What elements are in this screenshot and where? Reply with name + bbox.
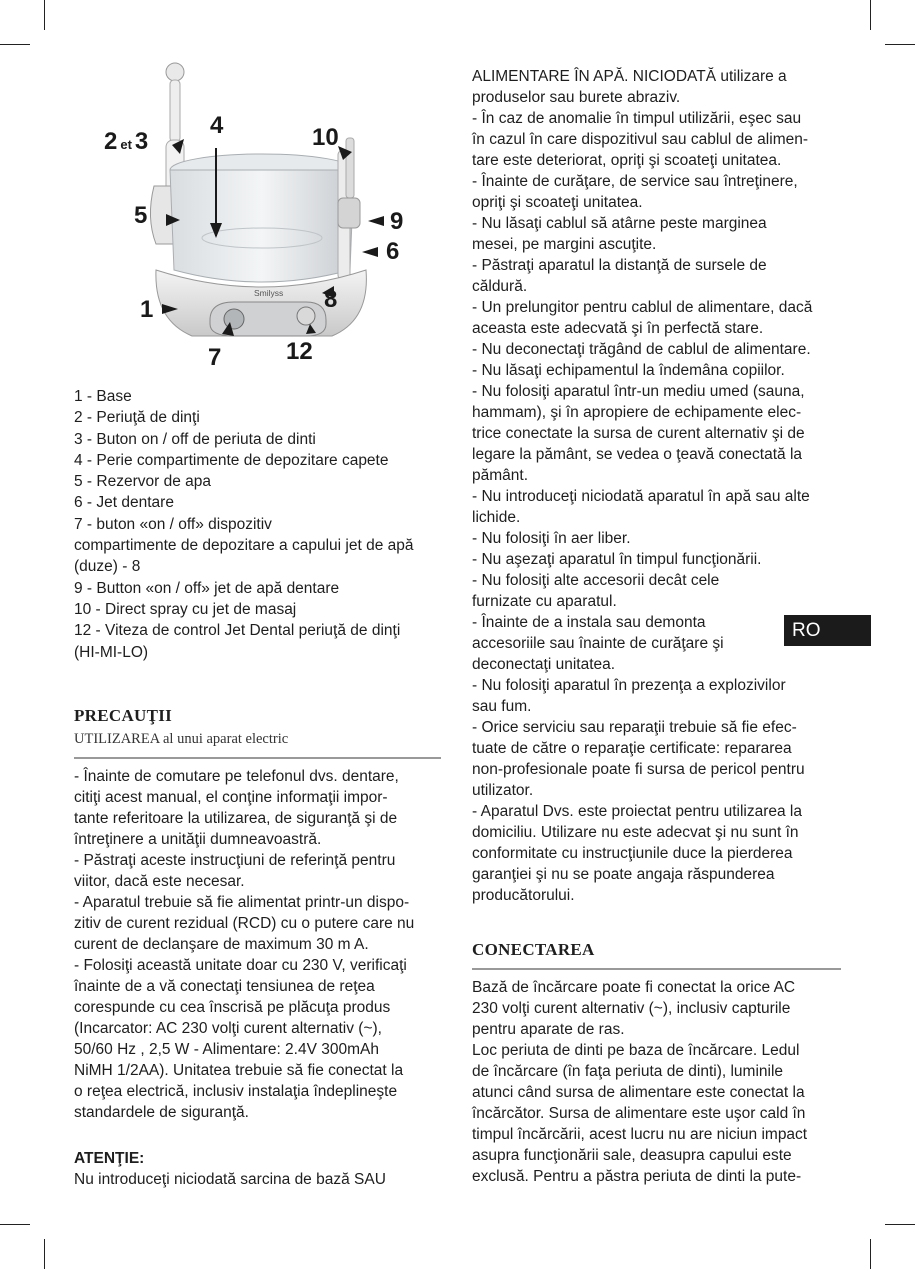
legend-item: 6 - Jet dentare: [74, 494, 174, 512]
text-line: tuate de către o reparaţie certificate: repararea: [472, 740, 792, 757]
text-line: corespunde cu cea înscrisă pe plăcuţa produs: [74, 999, 391, 1016]
legend-item: 12 - Viteza de control Jet Dental periuţă de dinţi: [74, 622, 401, 640]
callout-2: 2: [104, 128, 118, 155]
text-line: - Înainte de curăţare, de service sau întreţinere,: [472, 173, 798, 190]
crop-mark: [885, 1224, 915, 1225]
text-line: - Nu lăsaţi echipamentul la îndemâna copiilor.: [472, 362, 785, 379]
text-line: trice conectate la sursa de curent alternativ şi de: [472, 425, 805, 442]
conectarea-text: [472, 977, 807, 1187]
text-line: de încărcare (în faţa periuta de dinti), luminile: [472, 1063, 784, 1080]
text-line: - Nu folosiţi aparatul într-un mediu umed (sauna,: [472, 383, 805, 400]
text-line: aceasta este adecvată şi în perfectă stare.: [472, 320, 764, 337]
text-line: asupra funcţionării sale, deasupra capului este: [472, 1147, 792, 1164]
text-line: ALIMENTARE ÎN APĂ. NICIODATĂ utilizare a: [472, 68, 787, 85]
text-line: - Folosiţi această unitate doar cu 230 V, verificaţi: [74, 957, 407, 974]
text-line: exclusă. Pentru a păstra periuta de dinti la pute-: [472, 1168, 802, 1185]
text-line: 230 volţi curent alternativ (~), inclusiv capturile: [472, 1000, 791, 1017]
legend-item: 3 - Buton on / off de periuta de dinti: [74, 430, 316, 448]
text-line: Bază de încărcare poate fi conectat la orice AC: [472, 979, 796, 996]
text-line: - Nu lăsaţi cablul să atârne peste marginea: [472, 215, 767, 232]
text-line: zitiv de curent rezidual (RCD) cu o putere care nu: [74, 915, 415, 932]
text-line: Loc periuta de dinti pe baza de încărcare. Ledul: [472, 1042, 800, 1059]
text-line: viitor, dacă este necesar.: [74, 873, 245, 890]
brand-label: Smilyss: [254, 288, 284, 298]
text-line: în cazul în care dispozitivul sau cablul de alimen-: [472, 131, 809, 148]
text-line: opriţi şi scoateţi unitatea.: [472, 194, 643, 211]
text-line: non-profesionale poate fi sursa de pericol pentru: [472, 761, 805, 778]
text-line: curent de declanşare de maximum 30 m A.: [74, 936, 369, 953]
text-line: mesei, pe margini ascuţite.: [472, 236, 657, 253]
text-line: (Incarcator: AC 230 volţi curent alternativ (~),: [74, 1020, 382, 1037]
legend-item: 7 - buton «on / off» dispozitiv: [74, 515, 272, 533]
text-line: - Aparatul Dvs. este proiectat pentru utilizarea la: [472, 803, 802, 820]
text-line: - Păstraţi aceste instrucţiuni de referinţă pentru: [74, 852, 396, 869]
callout-3: 3: [134, 128, 149, 155]
precautii-text: [74, 766, 414, 1123]
callout-9: 9: [390, 208, 404, 235]
crop-mark: [44, 0, 45, 30]
text-line: hammam), şi în apropiere de echipamente elec-: [472, 404, 802, 421]
text-line: NiMH 1/2AA). Unitatea trebuie să fie conectat la: [74, 1062, 404, 1079]
text-line: - În caz de anomalie în timpul utilizării, eşec sau: [472, 110, 802, 127]
callout-12: 12: [286, 338, 313, 365]
text-line: sau fum.: [472, 698, 532, 715]
crop-mark: [885, 44, 915, 45]
legend-item: 9 - Button «on / off» jet de apă dentare: [74, 579, 340, 597]
text-line: standardele de siguranţă.: [74, 1104, 249, 1121]
legend-item: compartimente de depozitare a capului jet de apă: [74, 537, 414, 555]
text-line: legare la pământ, se vedea o ţeavă conectată la: [472, 446, 803, 463]
callout-8: 8: [324, 286, 338, 313]
section-divider: [74, 757, 441, 759]
legend-item: 4 - Perie compartimente de depozitare capete: [74, 451, 389, 469]
text-line: timpul încărcării, acest lucru nu are niciun impact: [472, 1126, 808, 1143]
callout-10: 10: [312, 124, 339, 151]
legend-item: 5 - Rezervor de apa: [74, 473, 211, 491]
legend-item: 10 - Direct spray cu jet de masaj: [74, 600, 297, 618]
text-line: produselor sau burete abraziv.: [472, 89, 681, 106]
text-line: înainte de a vă conectaţi tensiunea de reţea: [74, 978, 375, 995]
text-line: citiţi acest manual, el conţine informaţii impor-: [74, 789, 388, 806]
legend-item: 2 - Periuţă de dinţi: [74, 409, 200, 427]
text-line: încărcător. Sursa de alimentare este uşor cald în: [472, 1105, 806, 1122]
callout-5: 5: [134, 202, 148, 229]
text-line: - Nu deconectaţi trăgând de cablul de alimentare.: [472, 341, 811, 358]
text-line: - Nu aşezaţi aparatul în timpul funcţionării.: [472, 551, 762, 568]
text-line: - Nu folosiţi alte accesorii decât cele: [472, 572, 720, 589]
callout-7: 7: [208, 344, 222, 371]
callout-6: 6: [386, 238, 400, 265]
text-line: pământ.: [472, 467, 529, 484]
text-line: - Nu folosiţi aparatul în prezenţa a explozivilor: [472, 677, 786, 694]
text-line: - Orice serviciu sau reparaţii trebuie să fie efec-: [472, 719, 797, 736]
text-line: căldură.: [472, 278, 528, 295]
text-line: atunci când sursa de alimentare este conectat la: [472, 1084, 805, 1101]
text-line: - Păstraţi aparatul la distanţă de sursele de: [472, 257, 767, 274]
crop-mark: [0, 1224, 30, 1225]
text-line: tare este deteriorat, opriţi şi scoateţi unitatea.: [472, 152, 782, 169]
text-line: întreţinere a unităţii dumneavoastră.: [74, 831, 322, 848]
text-line: deconectaţi unitatea.: [472, 656, 616, 673]
text-line: furnizate cu aparatul.: [472, 593, 617, 610]
text-line: 50/60 Hz , 2,5 W - Alimentare: 2.4V 300mAh: [74, 1041, 379, 1058]
text-line: - Înainte de comutare pe telefonul dvs. dentare,: [74, 768, 399, 785]
section-divider: [472, 968, 841, 970]
precautii-subtitle: UTILIZAREA al unui aparat electric: [74, 731, 289, 747]
product-figure: [70, 58, 450, 376]
callout-4: 4: [210, 112, 224, 139]
text-line: - Aparatul trebuie să fie alimentat printr-un dispo-: [74, 894, 410, 911]
text-line: accesoriile sau înainte de curăţare şi: [472, 635, 724, 652]
text-line: producătorului.: [472, 887, 575, 904]
crop-mark: [870, 0, 871, 30]
legend-item: (duze) - 8: [74, 558, 141, 576]
legend-item: 1 - Base: [74, 388, 132, 405]
crop-mark: [870, 1239, 871, 1269]
callout-et: et: [120, 137, 132, 152]
callout-2-et-3: [104, 130, 148, 154]
crop-mark: [0, 44, 30, 45]
text-line: conformitate cu instrucţiunile duce la pierderea: [472, 845, 793, 862]
text-line: domiciliu. Utilizare nu este adecvat şi nu sunt în: [472, 824, 799, 841]
text-line: o reţea electrică, inclusiv instalaţia îndeplineşte: [74, 1083, 398, 1100]
text-line: garanţiei şi nu se poate angaja răspunderea: [472, 866, 775, 883]
text-line: - Nu introduceţi niciodată aparatul în apă sau alte: [472, 488, 810, 505]
crop-mark: [44, 1239, 45, 1269]
precautii-heading: PRECAUŢII: [74, 706, 173, 725]
legend-item: (HI-MI-LO): [74, 643, 149, 661]
text-line: - Înainte de a instala sau demonta: [472, 614, 706, 631]
atentie-text: Nu introduceţi niciodată sarcina de bază SAU: [74, 1171, 386, 1188]
text-line: - Un prelungitor pentru cablul de alimentare, dacă: [472, 299, 813, 316]
language-tab: RO: [784, 615, 871, 646]
right-column-text: [472, 66, 812, 906]
text-line: lichide.: [472, 509, 521, 526]
callout-1: 1: [140, 296, 154, 323]
text-line: - Nu folosiţi în aer liber.: [472, 530, 631, 547]
text-line: pentru aparate de ras.: [472, 1021, 625, 1038]
conectarea-heading: CONECTAREA: [472, 940, 595, 959]
parts-legend: [74, 386, 454, 663]
text-line: tante referitoare la utilizarea, de siguranţă şi de: [74, 810, 398, 827]
atentie-label: ATENŢIE:: [74, 1150, 145, 1167]
text-line: utilizator.: [472, 782, 534, 799]
